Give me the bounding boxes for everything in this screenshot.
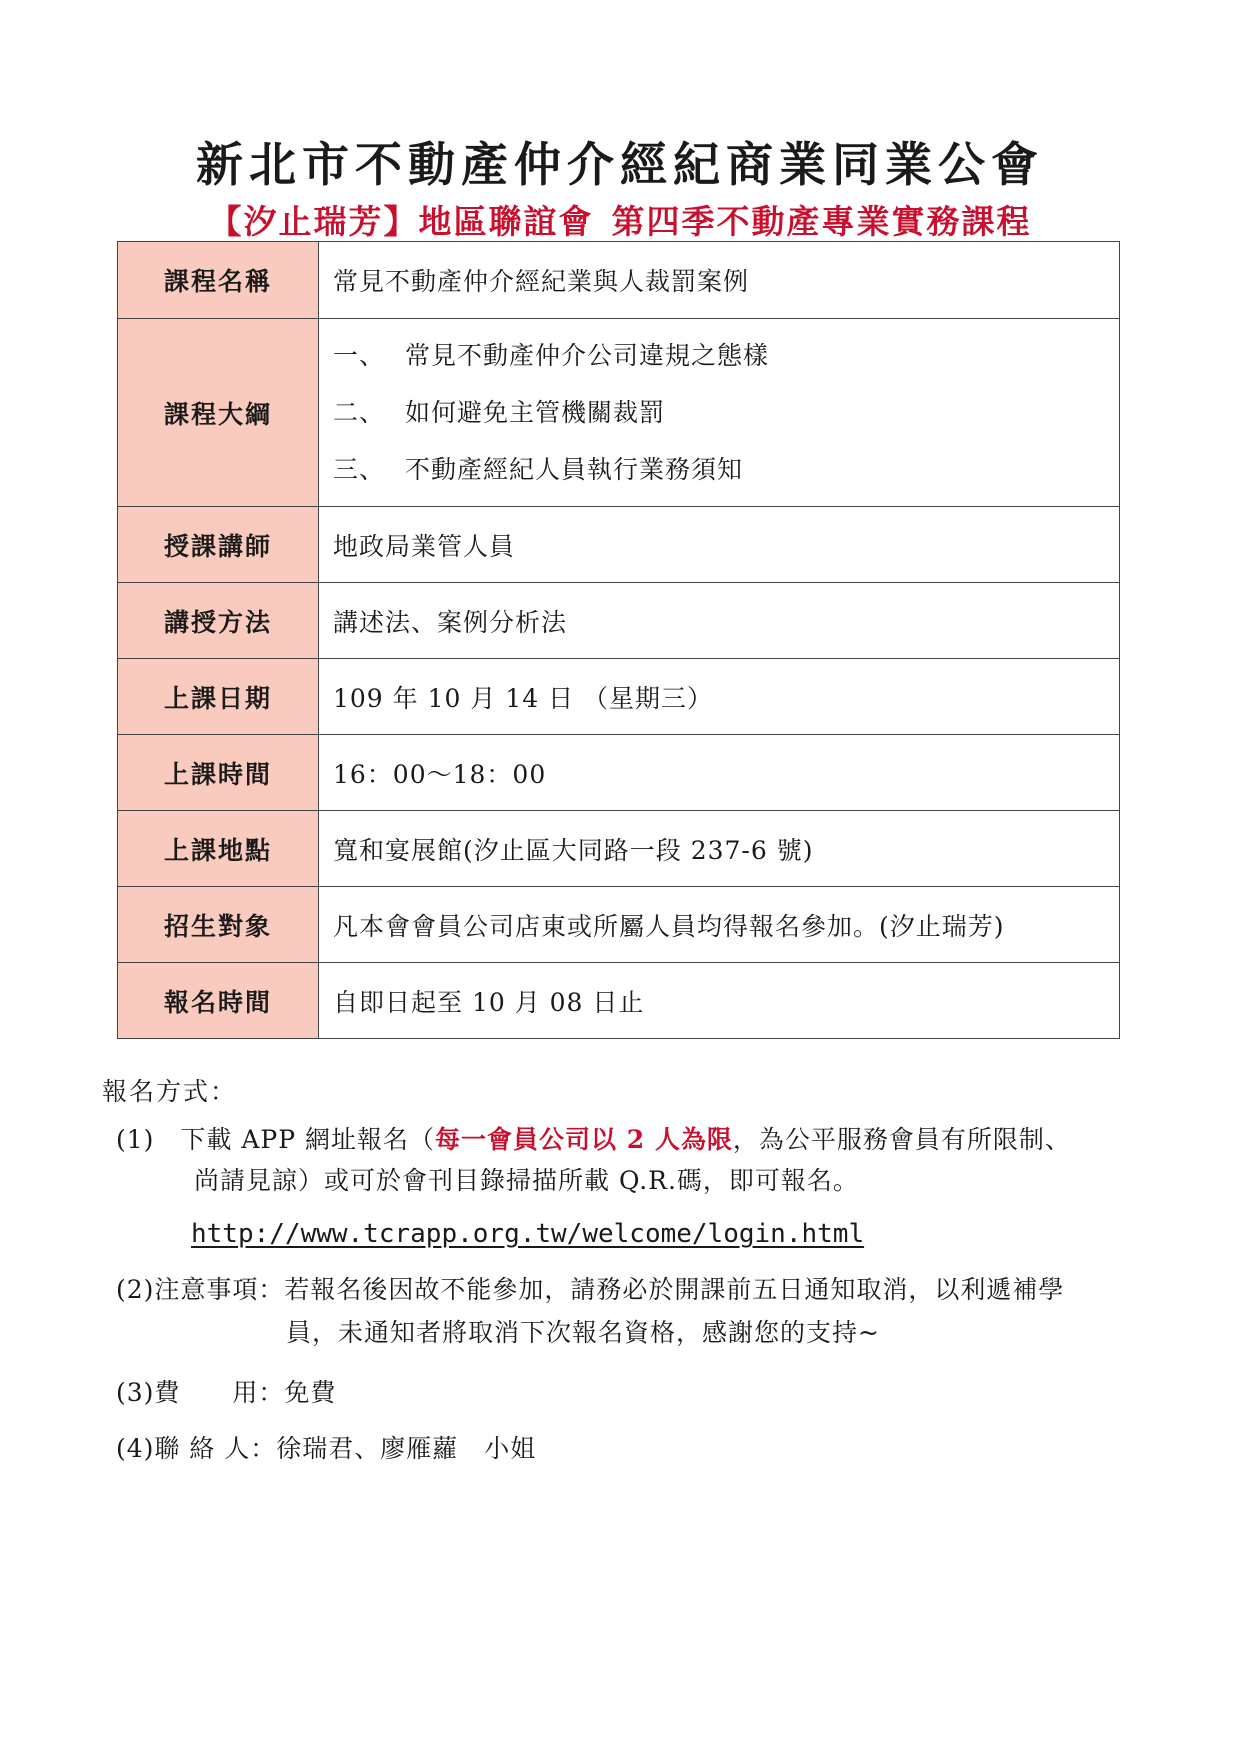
signup-item-1 [116, 1118, 1071, 1161]
registration-period-value: 自即日起至 10 月 08 日止 [319, 963, 1120, 1039]
location-label: 上課地點 [118, 811, 319, 887]
date-label: 上課日期 [118, 659, 319, 735]
registration-period-label: 報名時間 [118, 963, 319, 1039]
table-row [118, 963, 1120, 1039]
page-title: 新北市不動產仲介經紀商業同業公會 [196, 138, 1044, 193]
outline-item-text: 如何避免主管機關裁罰 [405, 398, 666, 427]
table-row [118, 735, 1120, 811]
time-label: 上課時間 [118, 735, 319, 811]
outline-item [333, 384, 1119, 441]
table-row [118, 507, 1120, 583]
outline-item [333, 327, 1119, 384]
date-value: 109 年 10 月 14 日 （星期三） [319, 659, 1120, 735]
course-outline-value [319, 319, 1120, 507]
table-row [118, 887, 1120, 963]
signup-item-1-line-2: 尚請見諒）或可於會刊目錄掃描所載 Q.R.碼，即可報名。 [194, 1166, 859, 1195]
subtitle-region: 【汐止瑞芳】地區聯誼會 [208, 202, 594, 241]
outline-item-text: 不動產經紀人員執行業務須知 [405, 455, 744, 484]
contact-line: (4)聯 絡 人：徐瑞君、廖雁蘿 小姐 [116, 1434, 537, 1463]
audience-value: 凡本會會員公司店東或所屬人員均得報名參加。(汐止瑞芳) [319, 887, 1120, 963]
notice-line-1: (2)注意事項：若報名後因故不能參加，請務必於開課前五日通知取消，以利遞補學 [116, 1275, 1065, 1304]
location-value: 寬和宴展館(汐止區大同路一段 237-6 號) [319, 811, 1120, 887]
method-label: 講授方法 [118, 583, 319, 659]
method-value: 講述法、案例分析法 [319, 583, 1120, 659]
table-row [118, 811, 1120, 887]
signup-url-link[interactable]: http://www.tcrapp.org.tw/welcome/login.html [191, 1219, 865, 1249]
outline-item [333, 441, 1119, 498]
instructor-value: 地政局業管人員 [319, 507, 1120, 583]
page-subtitle [0, 196, 1240, 243]
instructor-label: 授課講師 [118, 507, 319, 583]
outline-item-number: 二、 [333, 398, 386, 427]
signup-item-1-suffix: ，為公平服務會員有所限制、 [732, 1125, 1071, 1154]
signup-limit-highlight: 每一會員公司以 2 人為限 [435, 1125, 733, 1154]
table-row [118, 242, 1120, 319]
signup-heading: 報名方式： [102, 1077, 238, 1106]
course-outline-label: 課程大綱 [118, 319, 319, 507]
signup-item-1-prefix: (1) 下載 APP 網址報名（ [116, 1125, 436, 1154]
course-name-value: 常見不動產仲介經紀業與人裁罰案例 [319, 242, 1120, 319]
notice-line-2: 員，未通知者將取消下次報名資格，感謝您的支持~ [286, 1318, 880, 1347]
audience-label: 招生對象 [118, 887, 319, 963]
table-row [118, 583, 1120, 659]
outline-item-number: 三、 [333, 455, 386, 484]
outline-item-number: 一、 [333, 341, 386, 370]
fee-line: (3)費 用：免費 [116, 1378, 337, 1407]
table-row [118, 659, 1120, 735]
subtitle-course: 第四季不動產專業實務課程 [611, 202, 1032, 241]
table-row [118, 319, 1120, 507]
time-value: 16：00～18：00 [319, 735, 1120, 811]
course-name-label: 課程名稱 [118, 242, 319, 319]
outline-item-text: 常見不動產仲介公司違規之態樣 [405, 341, 770, 370]
course-info-table [117, 241, 1120, 1039]
